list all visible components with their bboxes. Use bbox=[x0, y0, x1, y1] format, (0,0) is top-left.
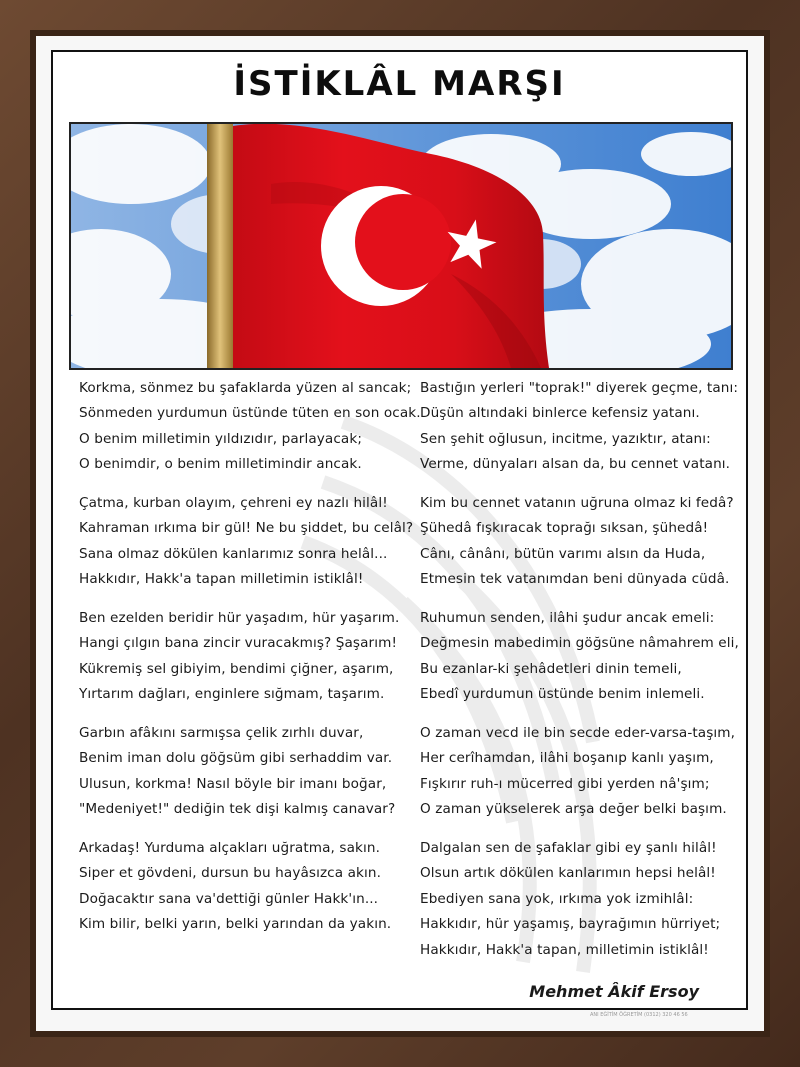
verse-line: Değmesin mabedimin göğsüne nâmahrem eli, bbox=[420, 635, 739, 652]
poem-left-column bbox=[79, 376, 421, 951]
verse-line: Ebediyen sana yok, ırkıma yok izmihlâl: bbox=[420, 890, 694, 907]
verse-line: Fışkırır ruh-ı mücerred gibi yerden nâ'şım; bbox=[420, 775, 710, 792]
stanza bbox=[79, 836, 409, 951]
verse-line: Bastığın yerleri "toprak!" diyerek geçme, tanı: bbox=[420, 380, 739, 396]
verse-line: Kim bu cennet vatanın uğruna olmaz ki fedâ? bbox=[420, 495, 734, 511]
verse-line: O zaman yükselerek arşa değer belki başım. bbox=[420, 801, 727, 818]
stanza bbox=[420, 836, 748, 958]
verse-line: Şühedâ fışkıracak toprağı sıksan, şühedâ! bbox=[420, 520, 709, 537]
verse-line: Kim bilir, belki yarın, belki yarından da yakın. bbox=[79, 916, 392, 933]
stanza bbox=[420, 376, 748, 491]
verse-line: Çatma, kurban olayım, çehreni ey nazlı hilâl! bbox=[79, 495, 388, 511]
poster-sheet bbox=[51, 50, 748, 1010]
verse-line: Ulusun, korkma! Nasıl böyle bir imanı boğar, bbox=[79, 775, 387, 792]
verse-line: Düşün altındaki binlerce kefensiz yatanı. bbox=[420, 405, 700, 422]
verse-line: Dalgalan sen de şafaklar gibi ey şanlı hilâl! bbox=[420, 840, 717, 856]
verse-line: Korkma, sönmez bu şafaklarda yüzen al sancak; bbox=[79, 380, 412, 396]
verse-line: Cânı, cânânı, bütün varımı alsın da Huda, bbox=[420, 545, 706, 562]
verse-line: "Medeniyet!" dediğin tek dişi kalmış canavar? bbox=[79, 801, 396, 818]
verse-line: Doğacaktır sana va'dettiği günler Hakk'ın... bbox=[79, 890, 379, 907]
publisher-credit: ANI EĞİTİM ÖĞRETİM (0312) 320 46 56 bbox=[590, 1012, 688, 1018]
verse-line: Sönmeden yurdumun üstünde tüten en son ocak. bbox=[79, 405, 421, 422]
poem-right-column bbox=[420, 376, 748, 958]
stanza bbox=[420, 606, 748, 721]
poster-title: İSTİKLÂL MARŞI bbox=[233, 64, 566, 104]
verse-line: Kahraman ırkıma bir gül! Ne bu şiddet, bu celâl? bbox=[79, 520, 414, 537]
verse-line: Kükremiş sel gibiyim, bendimi çiğner, aşarım, bbox=[79, 660, 394, 677]
verse-line: Sen şehit oğlusun, incitme, yazıktır, atanı: bbox=[420, 430, 711, 447]
turkish-flag-image bbox=[71, 124, 731, 368]
verse-line: O benim milletimin yıldızıdır, parlayacak; bbox=[79, 430, 363, 447]
stanza bbox=[79, 491, 414, 606]
verse-line: O zaman vecd ile bin secde eder-varsa-taşım, bbox=[420, 725, 736, 741]
verse-line: Hakkıdır, Hakk'a tapan, milletimin istiklâl! bbox=[420, 941, 709, 958]
verse-line: Yırtarım dağları, enginlere sığmam, taşarım. bbox=[79, 686, 385, 703]
verse-line: Bu ezanlar-ki şehâdetleri dinin temeli, bbox=[420, 660, 682, 677]
stanza bbox=[79, 376, 421, 491]
verse-line: O benimdir, o benim milletimindir ancak. bbox=[79, 456, 362, 473]
verse-line: Etmesin tek vatanımdan beni dünyada cüdâ. bbox=[420, 571, 730, 588]
verse-line: Ruhumun senden, ilâhi şudur ancak emeli: bbox=[420, 610, 715, 626]
stanza bbox=[79, 606, 409, 721]
verse-line: Benim iman dolu göğsüm gibi serhaddim var. bbox=[79, 750, 393, 767]
verse-line: Hakkıdır, Hakk'a tapan milletimin istiklâl! bbox=[79, 571, 364, 588]
verse-line: Her cerîhamdan, ilâhi boşanıp kanlı yaşım, bbox=[420, 750, 714, 767]
verse-line: Sana olmaz dökülen kanlarımız sonra helâl... bbox=[79, 545, 388, 562]
verse-line: Garbın afâkını sarmışsa çelik zırhlı duvar, bbox=[79, 725, 364, 741]
verse-line: Verme, dünyaları alsan da, bu cennet vatanı. bbox=[420, 456, 731, 473]
verse-line: Hangi çılgın bana zincir vuracakmış? Şaşarım! bbox=[79, 635, 397, 652]
stanza bbox=[420, 721, 748, 836]
stanza bbox=[420, 491, 748, 606]
verse-line: Ben ezelden beridir hür yaşadım, hür yaşarım. bbox=[79, 610, 400, 626]
stanza bbox=[79, 721, 409, 836]
verse-line: Hakkıdır, hür yaşamış, bayrağımın hürriyet; bbox=[420, 916, 721, 933]
verse-line: Ebedî yurdumun üstünde benim inlemeli. bbox=[420, 686, 705, 703]
author-signature: Mehmet Âkif Ersoy bbox=[529, 982, 699, 1001]
verse-line: Siper et gövdeni, dursun bu hayâsızca akın. bbox=[79, 865, 382, 882]
verse-line: Olsun artık dökülen kanlarımın hepsi helâl! bbox=[420, 865, 716, 882]
verse-line: Arkadaş! Yurduma alçakları uğratma, sakın. bbox=[79, 840, 380, 856]
flag-photo bbox=[69, 122, 733, 370]
